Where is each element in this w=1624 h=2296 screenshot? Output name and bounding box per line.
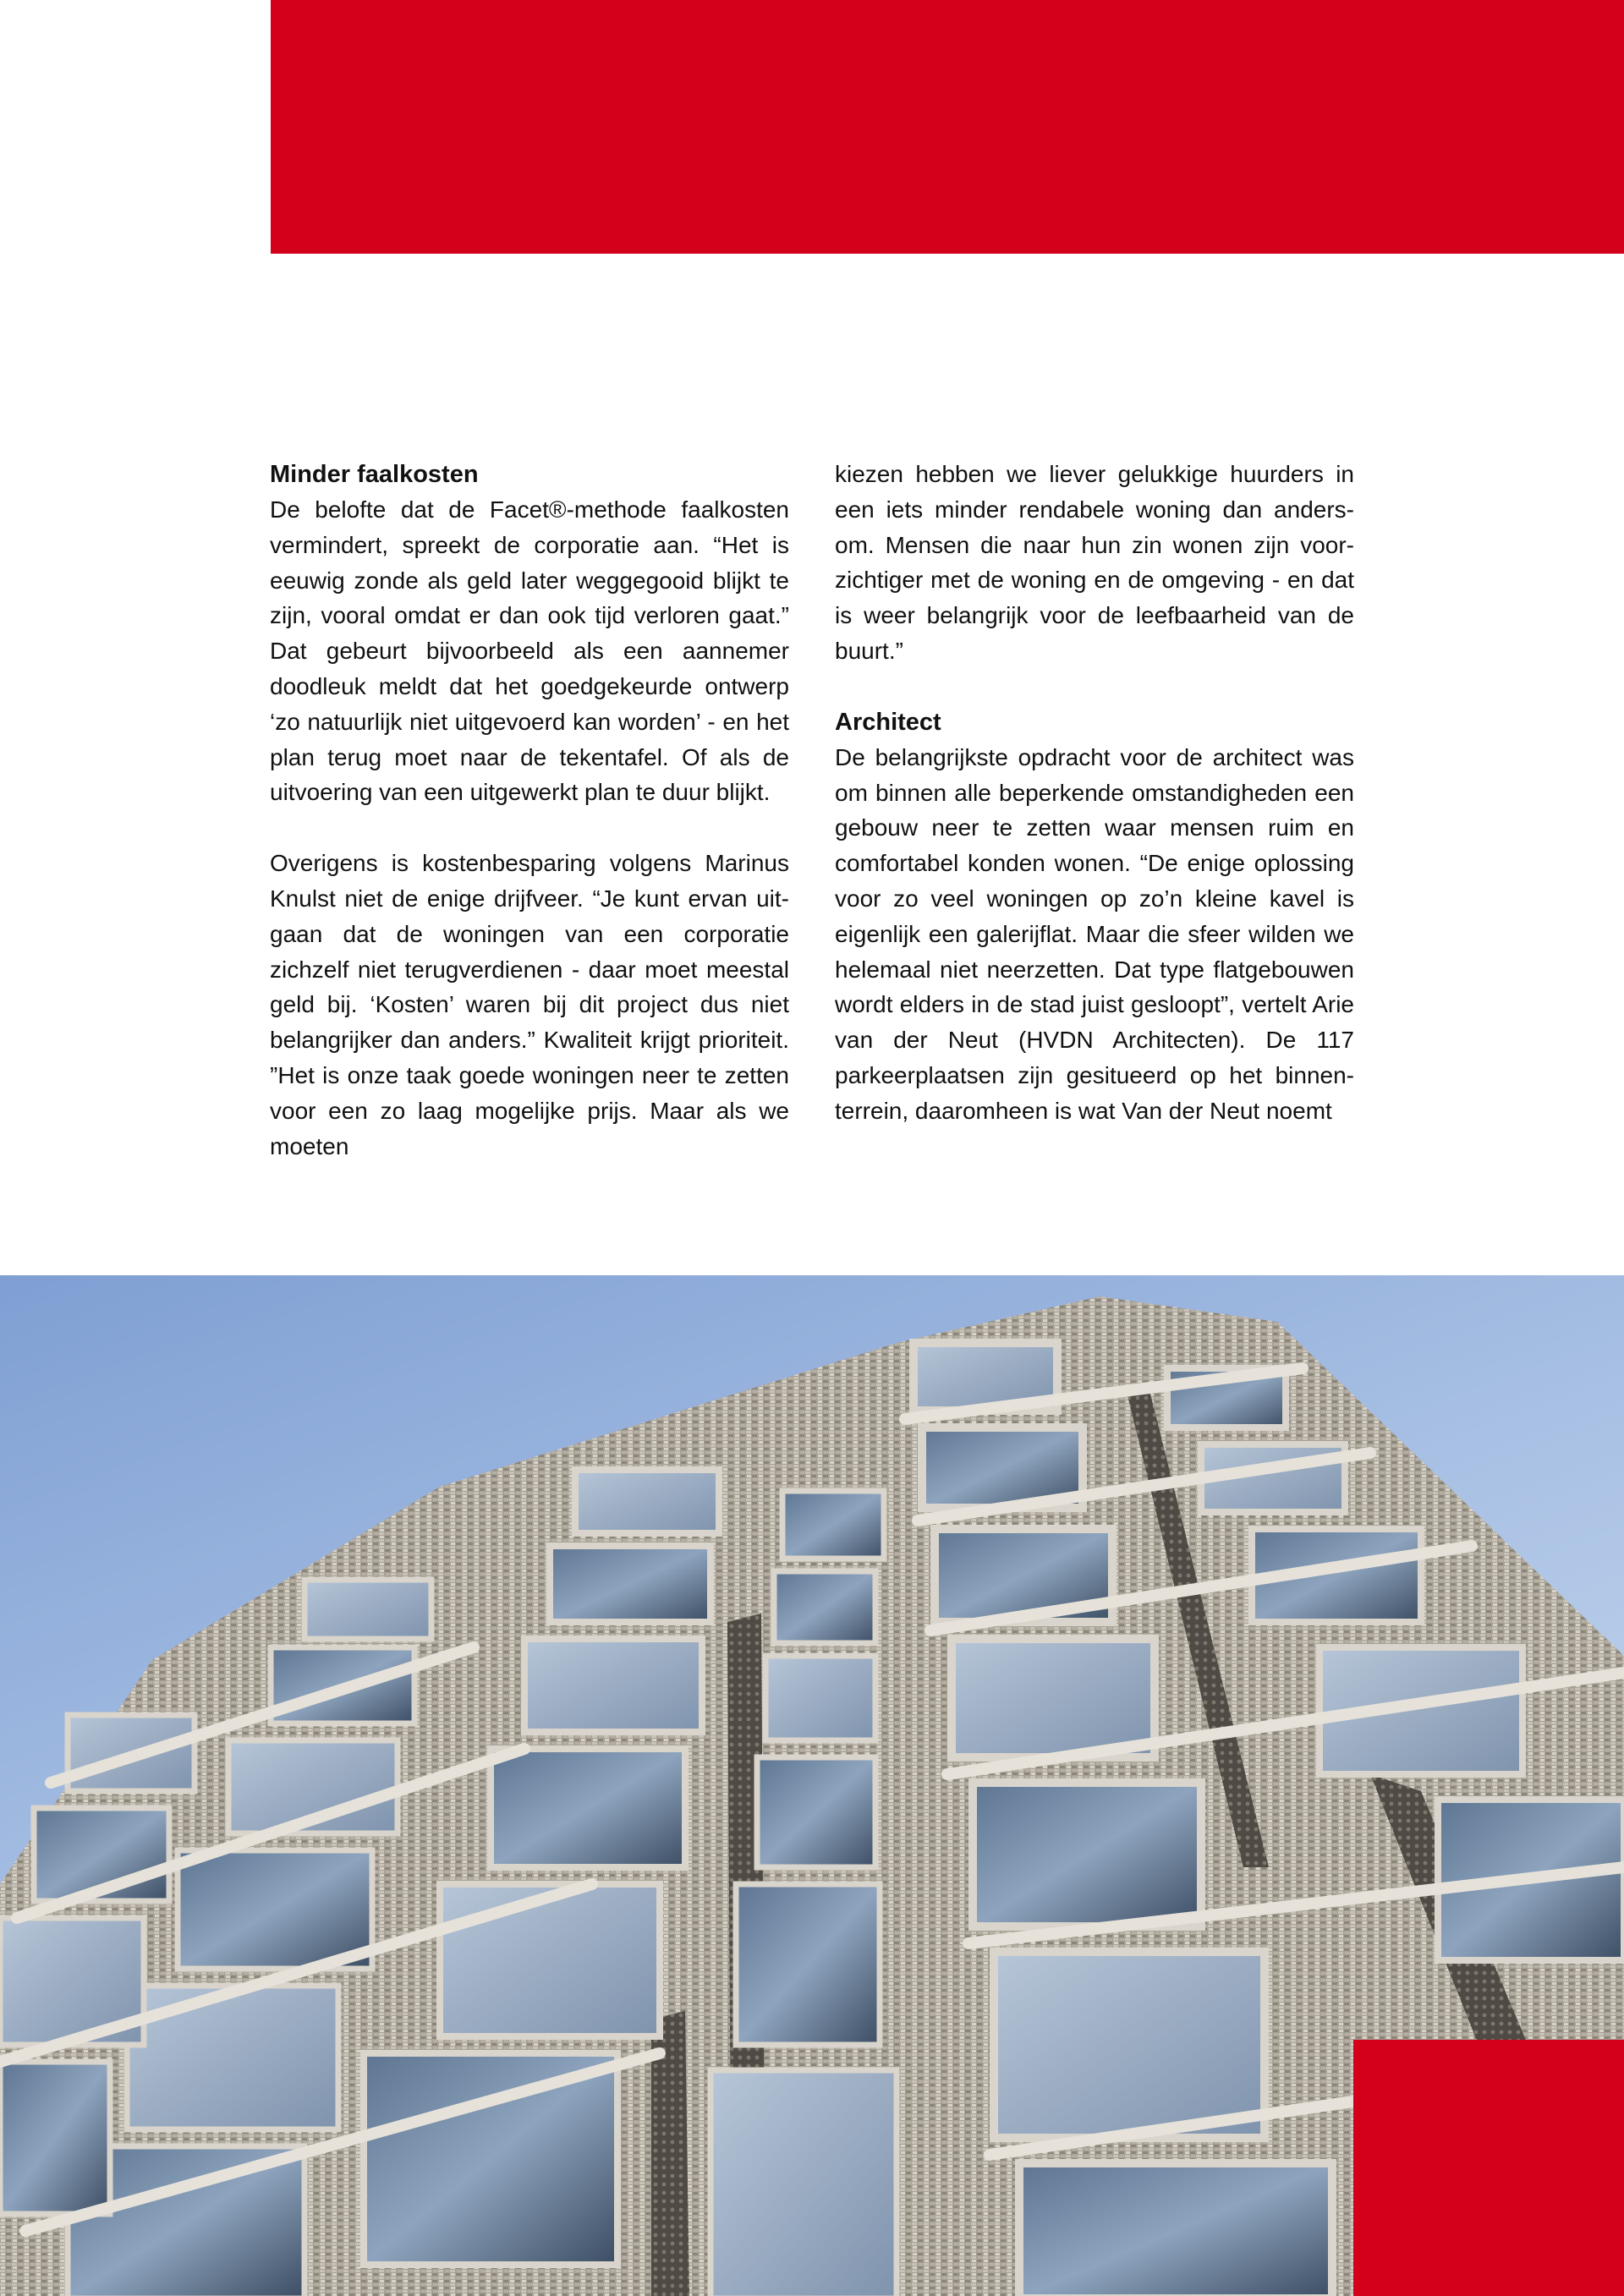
text-column-left [270,457,789,1164]
text-column-right [835,457,1354,1129]
paragraph: De belangrijkste opdracht voor de architect was om binnen alle beperkende omstandigheden een gebouw neer te zetten waar mensen ruim en comfortabel konden wonen. “De enige oplossing voor zo veel woningen op zo’n kleine kavel is eigenlijk een galerijflat. Maar die sfeer wilden we helemaal niet neerzetten. Dat type flatgebouwen wordt elders in de stad juist gesloopt”, vertelt Arie van der Neut (HVDN Architecten). De 117 parkeerplaatsen zijn gesitueerd op het binnenterrein, daaromheen is wat Van der Neut noemt [835,743,1354,1124]
red-header-block [271,0,1624,254]
paragraph-gap [270,810,789,846]
red-corner-block [1353,2040,1624,2296]
paragraph: Overigens is kostenbesparing volgens Marinus Knulst niet de enige drijfveer. “Je kunt ervan uitgaan dat de woningen van een corporatie zichzelf niet terugverdienen - daar moet meestal geld bij. ‘Kosten’ waren bij dit project dus niet belangrijker dan anders.” Kwaliteit krijgt prioriteit. ”Het is onze taak goede woningen neer te zetten voor een zo laag mogelijke prijs. Maar als we moeten [270,850,789,1159]
paragraph-gap [835,669,1354,704]
paragraph: De belofte dat de Facet®-methode faalkosten vermindert, spreekt de corporatie aan. “Het is eeuwig zonde als geld later weggegooid blijkt te zijn, vooral omdat er dan ook tijd verloren gaat.” Dat gebeurt bijvoorbeeld als een aannemer doodleuk meldt dat het goedgekeurde ontwerp ‘zo natuurlijk niet uitgevoerd kan worden’ - en het plan terug moet naar de tekentafel. Of als de uitvoering van een uitgewerkt plan te duur blijkt. [270,496,789,806]
section-heading-architect: Architect [835,708,941,736]
paragraph: kiezen hebben we liever gelukkige huurders in een iets minder rendabele woning dan andersom. Mensen die naar hun zin wonen zijn voorzichtiger met de woning en de omgeving - en dat is weer belangrijk voor de leefbaarheid van de buurt.” [835,461,1354,664]
section-heading-minder-faalkosten: Minder faalkosten [270,461,479,488]
